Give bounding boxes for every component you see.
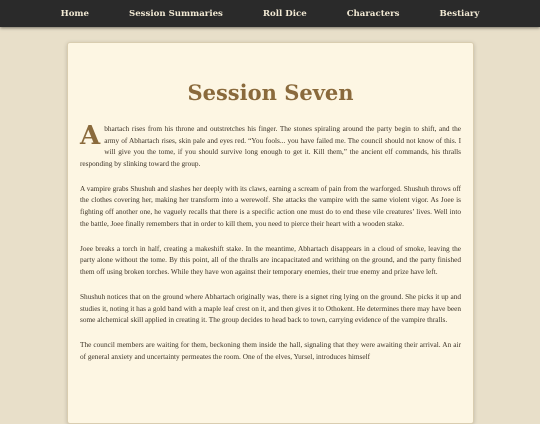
page-title: Session Seven	[187, 80, 354, 105]
paragraph-2: A vampire grabs Shushuh and slashes her deeply with its claws, earning a scream of pain from the warforged. Shushuh throws off the clothes covering her, making her transform into a werewolf. She attacks the vampire with the same violent vigor. As Joee is fighting off another one, he vaguely recalls that there is a specific action one must do to end these vile creatures’ lives. Well into the battle, Joee finally remembers that in order to kill them, you need to pierce their heart with a wooden stake.	[80, 183, 461, 228]
paragraph-4: Shushuh notices that on the ground where Abhartach originally was, there is a signet ring lying on the ground. She picks it up and studies it, noting it has a gold band with a maple leaf crest on it, and then gives it to Othokent. He determines there may have been some alchemical skill applied in creating it. The group decides to head back to town, carrying evidence of the vampire thralls.	[80, 292, 461, 325]
drop-cap: A	[80, 121, 101, 151]
top-navbar	[0, 0, 540, 27]
session-text	[80, 123, 461, 376]
paragraph-1-text: bhartach rises from his throne and outstretches his finger. The stones spiraling around the party begin to shift, and the army of Abhartach rises, skin pale and eyes red. “You fools... you have failed me. The council should not know of this. I will give you the tome, if you should survive long enough to get it. Kill them,” the ancient elf commands, his thralls responding by slinking toward the group.	[80, 124, 461, 168]
paragraph-5: The council members are waiting for them, beckoning them inside the hall, signaling that they were awaiting their arrival. An air of general anxiety and uncertainty permeates the room. One of the elves, Yursel, introduces himself	[80, 340, 461, 361]
nav-bestiary-link[interactable]: Bestiary	[439, 8, 480, 19]
paragraph-3: Joee breaks a torch in half, creating a makeshift stake. In the meantime, Abhartach disappears in a cloud of smoke, leaving the party alone without the tome. By this point, all of the thralls are incapacitated and writhing on the ground, and the party finished them off using broken torches. While they have won against their temporary enemies, their true enemy and prize have left.	[80, 243, 461, 276]
nav-session-summaries-link[interactable]: Session Summaries	[129, 8, 223, 19]
nav-characters-link[interactable]: Characters	[346, 8, 400, 19]
paragraph-1	[80, 123, 461, 169]
nav-home-link[interactable]: Home	[60, 8, 89, 19]
session-card	[67, 42, 474, 424]
nav-roll-dice-link[interactable]: Roll Dice	[262, 8, 307, 19]
